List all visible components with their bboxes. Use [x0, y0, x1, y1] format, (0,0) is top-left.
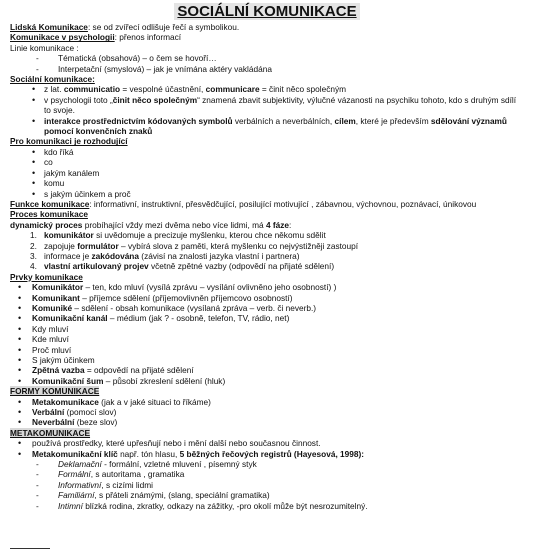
- heading-rozhodujici: Pro komunikaci je rozhodující: [10, 136, 128, 147]
- list-item: • Neverbální (beze slov): [10, 417, 524, 427]
- soc-list: [10, 84, 524, 136]
- list-item: • v psychologii toto „činit něco společným“ znamená zbavit subjektivity, výlučné vázanosti na psychiku tohoto, kdo s druhým sdílí to svoje.: [10, 95, 524, 116]
- heading-formy: FORMY KOMUNIKACE: [10, 386, 100, 397]
- list-item: • Komunikátor – ten, kdo mluví (vysílá zprávu – vysílání ovlivněno jeho osobností) ): [10, 282, 524, 292]
- meta-list: [10, 438, 524, 459]
- formy-list: [10, 397, 524, 428]
- list-item: • Komunikační kanál – médium (jak ? - osobně, telefon, TV, rádio, net): [10, 313, 524, 323]
- list-item: • Proč mluví: [10, 345, 524, 355]
- list-item: • s jakým účinkem a proč: [10, 189, 524, 199]
- list-item: 1. komunikátor si uvědomuje a precizuje myšlenku, kterou chce někomu sdělit: [30, 230, 326, 241]
- term-lidska-komunikace: Lidská Komunikace: [10, 22, 88, 32]
- list-item: • Kdy mluví: [10, 324, 524, 334]
- list-item: • Komunikační šum – působí zkreslení sdělení (hluk): [10, 376, 524, 386]
- term-funkce: Funkce komunikace: [10, 198, 90, 209]
- heading-linie: Linie komunikace :: [10, 42, 79, 53]
- line-proces: dynamický proces probíhající vždy mezi dvěma nebo více lidmi, má 4 fáze:: [10, 219, 292, 230]
- prvky-list: [10, 282, 524, 386]
- list-item: • S jakým účinkem: [10, 355, 524, 365]
- page-title: SOCIÁLNÍ KOMUNIKACE: [10, 4, 524, 20]
- list-item: • Komunikant – příjemce sdělení (příjemovlivněn příjemcovo osobností): [10, 293, 524, 303]
- list-item: 3. informace je zakódována (závisí na znalosti jazyka vlastní i partnera): [30, 250, 300, 261]
- heading-socialni-komunikace: Sociální komunikace:: [10, 74, 95, 85]
- list-item: • Metakomunikace (jak a v jaké situaci to říkáme): [10, 397, 524, 407]
- line-funkce: Funkce komunikace: informativní, instruktivní, přesvědčující, posilující motivující , zábavnou, výchovnou, poznávací, únikovou: [10, 198, 477, 209]
- list-item: - Interpetační (smyslová) – jak je vnímána aktéry vakládána: [10, 64, 524, 74]
- list-item: • co: [10, 157, 524, 167]
- list-item: 2. zapojuje formulátor – vybírá slova z paměti, která myšlenku co nejvýstižněji zastoupí: [30, 240, 359, 251]
- list-item: - Familiární, s přáteli známými, (slang, speciální gramatika): [10, 490, 524, 500]
- list-item: • Kde mluví: [10, 334, 524, 344]
- list-item: • Komuniké – sdělení - obsah komunikace (vysílaná zpráva – verb. či neverb.): [10, 303, 524, 313]
- list-item: 4. vlastní artikulovaný projev včetně zpětné vazby (odpovědí na přijaté sdělení): [30, 261, 335, 272]
- list-item: - Informativní, s cizími lidmi: [10, 480, 524, 490]
- list-item: - Tématická (obsahová) – o čem se hovoří…: [10, 53, 524, 63]
- list-item: - Intimní blízká rodina, zkratky, odkazy na zážitky, -pro okolí může být nesrozumitelný.: [10, 501, 524, 511]
- line-komunikace-psychologie: Komunikace v psychologii: přenos informací: [10, 32, 182, 43]
- list-item: - Deklamační - formální, vzletné mluvení , písemný styk: [10, 459, 524, 469]
- line-lidska-komunikace: Lidská Komunikace: se od zvířecí odlišuje řečí a symbolikou.: [10, 22, 240, 32]
- list-item: • kdo říká: [10, 147, 524, 157]
- list-item: • jakým kanálem: [10, 168, 524, 178]
- list-item: • Metakomunikační klíč např. tón hlasu, 5 běžných řečových registrů (Hayesová, 1998):: [10, 449, 524, 459]
- heading-prvky: Prvky komunikace: [10, 271, 83, 282]
- heading-metakomunikace: METAKOMUNIKACE: [10, 427, 91, 438]
- list-item: • Zpětná vazba = odpovědí na přijaté sdělení: [10, 365, 524, 375]
- faze-list: [10, 230, 524, 272]
- registry-list: [10, 459, 524, 511]
- linie-list: [10, 53, 524, 74]
- term-komunikace-psychologie: Komunikace v psychologii: [10, 32, 115, 43]
- list-item: • používá prostředky, které upřesňují nebo i mění další nebo současnou činnost.: [10, 438, 524, 448]
- list-item: • z lat. communicatio = vespolné účastnění, communicare = činit něco společným: [10, 84, 524, 94]
- list-item: • Verbální (pomocí slov): [10, 407, 524, 417]
- rozhodujici-list: [10, 147, 524, 199]
- heading-proces: Proces komunikace: [10, 209, 88, 220]
- list-item: - Formální, s autoritama , gramatika: [10, 469, 524, 479]
- list-item: • interakce prostřednictvím kódovaných symbolů verbálních a neverbálních, cílem, které je především sdělování významů pomocí konvenčních znaků: [10, 116, 524, 137]
- list-item: • komu: [10, 178, 524, 188]
